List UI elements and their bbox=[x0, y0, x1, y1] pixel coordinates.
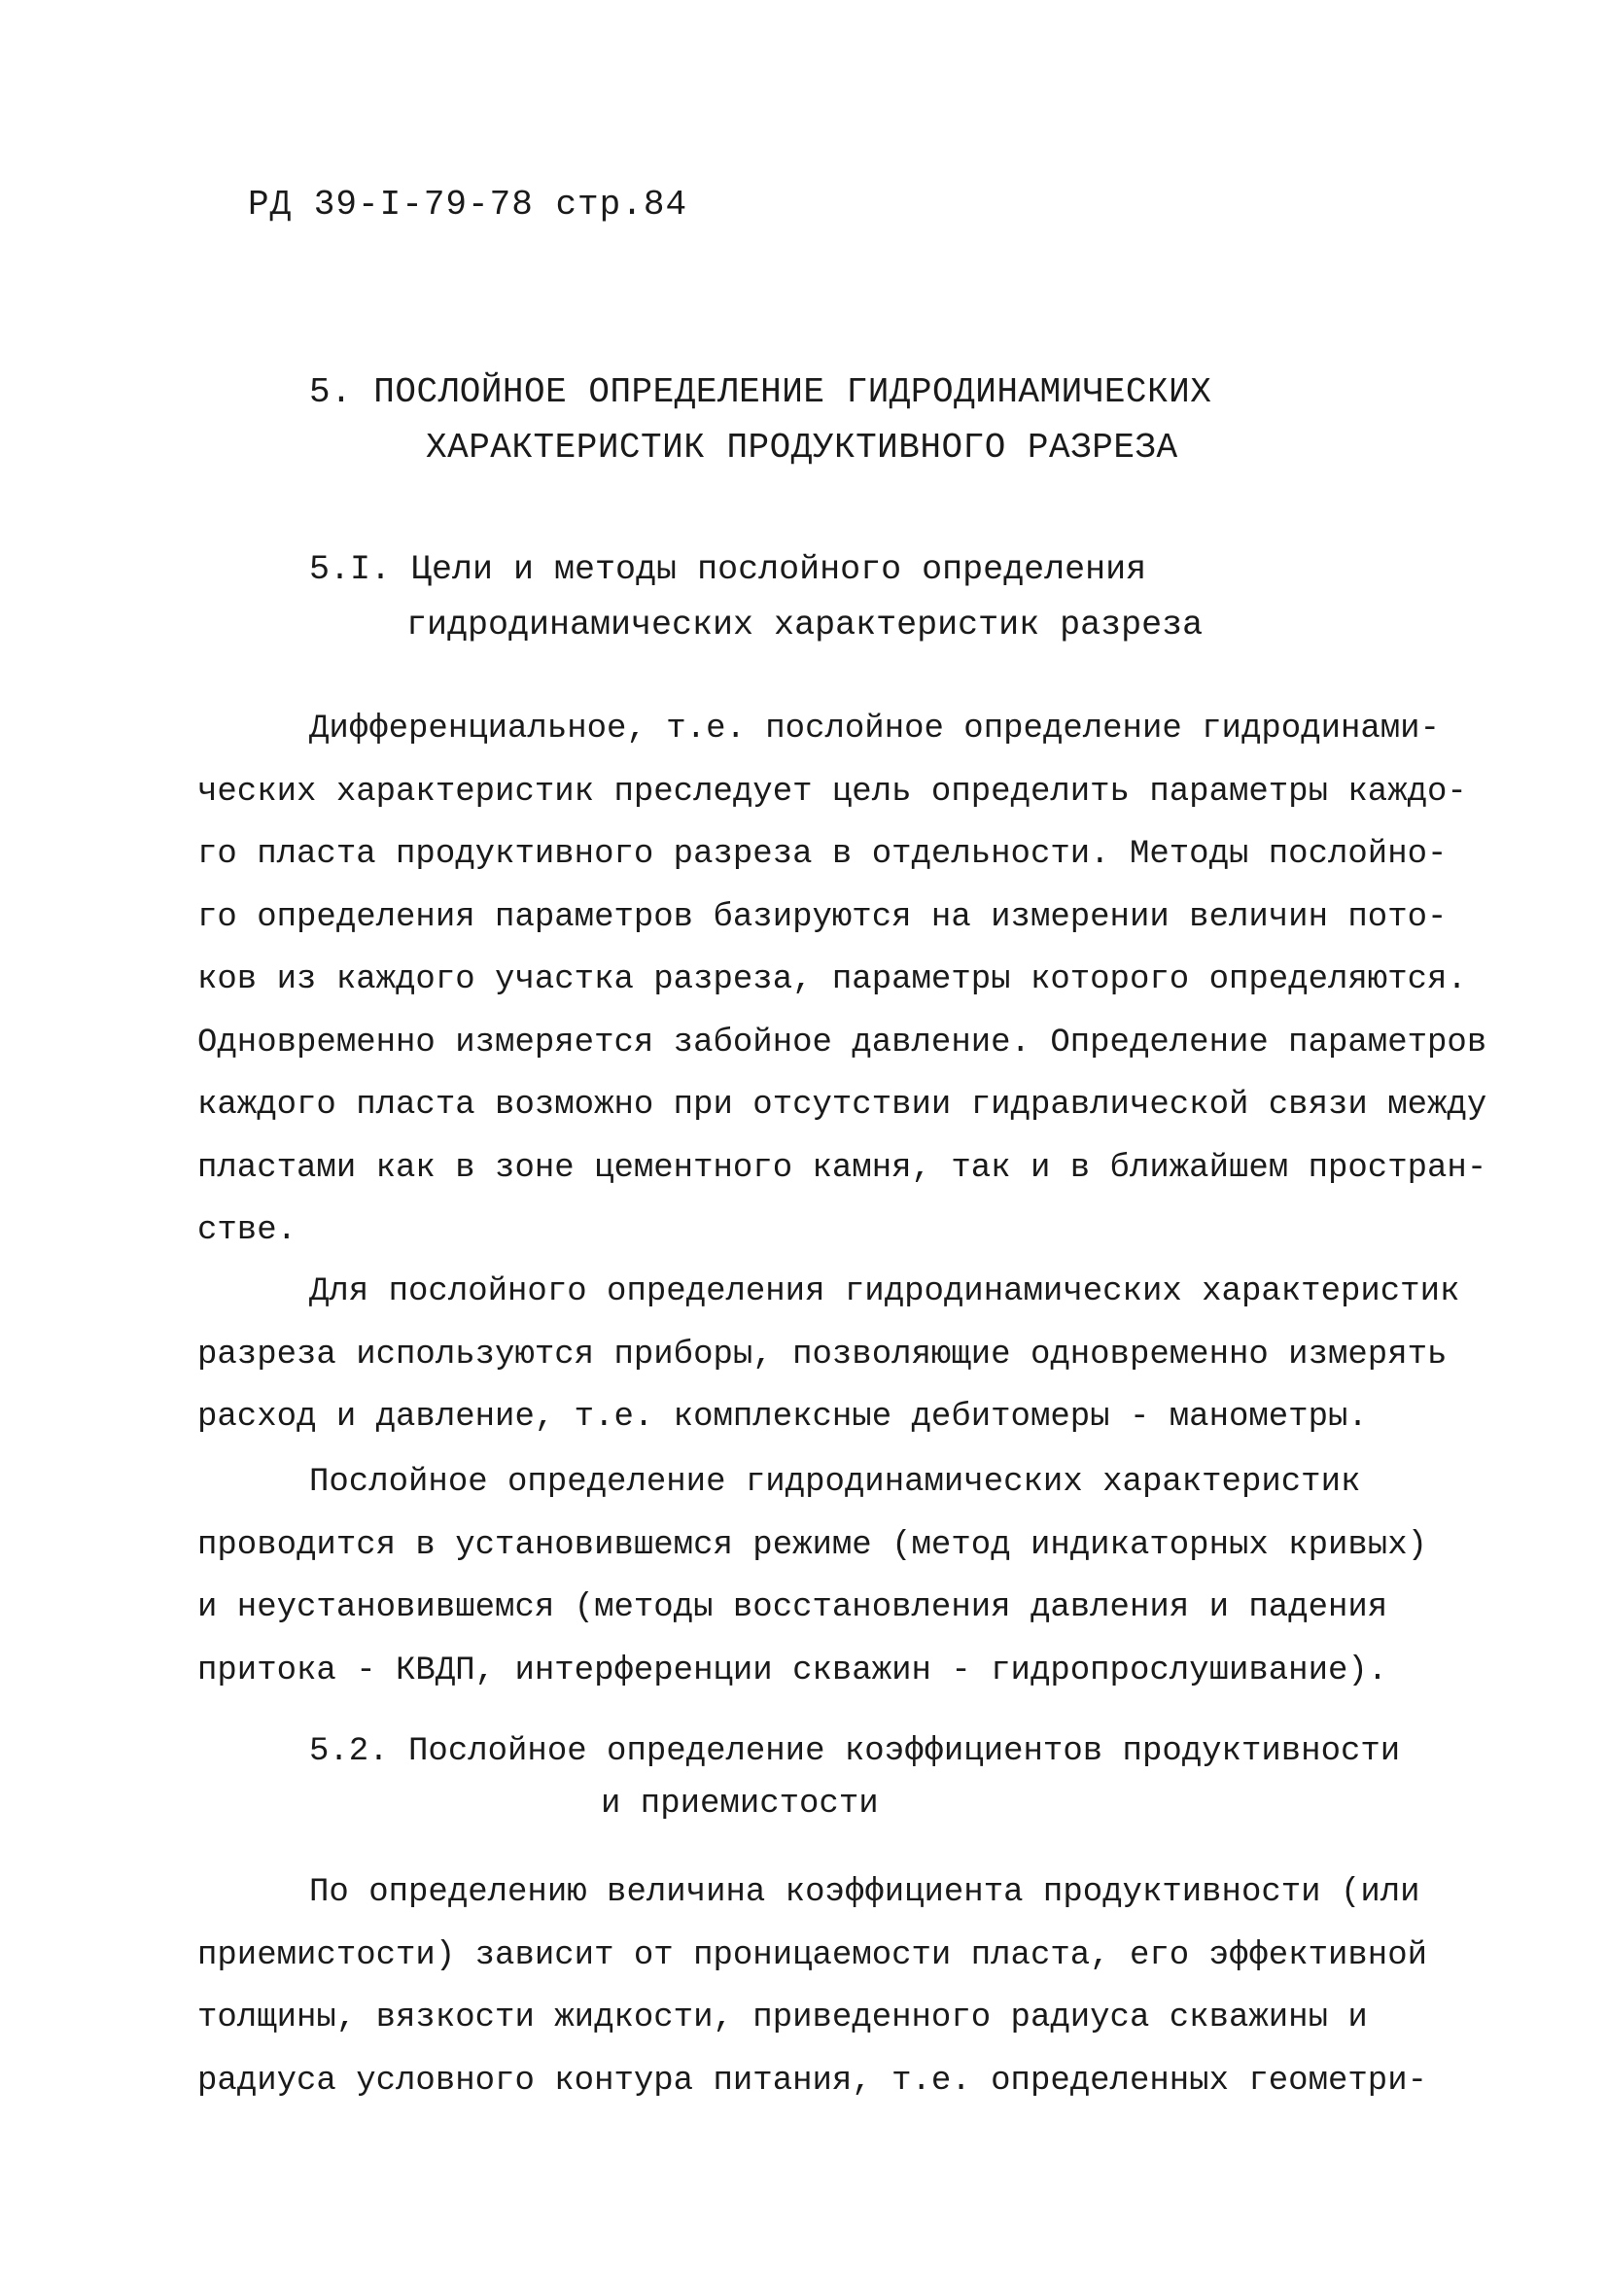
paragraph-line: го определения параметров базируются на измерении величин пото- bbox=[197, 898, 1448, 936]
paragraph-1 bbox=[197, 698, 1487, 1263]
paragraph-line: ков из каждого участка разреза, параметры которого определяются. bbox=[197, 961, 1467, 998]
subsection-title-5-2 bbox=[309, 1725, 1400, 1830]
paragraph-line: пластами как в зоне цементного камня, так и в ближайшем простран- bbox=[197, 1149, 1487, 1187]
section-title-line-1: 5. ПОСЛОЙНОЕ ОПРЕДЕЛЕНИЕ ГИДРОДИНАМИЧЕСКИХ bbox=[309, 372, 1212, 412]
paragraph-line: радиуса условного контура питания, т.е. определенных геометри- bbox=[197, 2062, 1428, 2100]
paragraph-line: ческих характеристик преследует цель определить параметры каждо- bbox=[197, 773, 1467, 811]
paragraph-line: и неустановившемся (методы восстановления давления и падения bbox=[197, 1589, 1388, 1626]
subsection-title-5-1 bbox=[309, 542, 1203, 653]
section-title-line-2: ХАРАКТЕРИСТИК ПРОДУКТИВНОГО РАЗРЕЗА bbox=[426, 428, 1178, 468]
paragraph-line: расход и давление, т.е. комплексные дебитомеры - манометры. bbox=[197, 1399, 1368, 1436]
paragraph-3 bbox=[197, 1451, 1471, 1702]
paragraph-line: притока - КВДП, интерференции скважин - гидропрослушивание). bbox=[197, 1652, 1388, 1689]
paragraph-line: толщины, вязкости жидкости, приведенного радиуса скважины и bbox=[197, 2000, 1368, 2036]
paragraph-line: го пласта продуктивного разреза в отдельности. Методы послойно- bbox=[197, 836, 1448, 873]
paragraph-line: стве. bbox=[197, 1212, 297, 1249]
paragraph-line: По определению величина коэффициента продуктивности (или bbox=[309, 1874, 1420, 1911]
subsection-title-5-1-line-2: гидродинамических характеристик разреза bbox=[406, 606, 1204, 644]
paragraph-line: Дифференциальное, т.е. послойное определение гидродинами- bbox=[309, 711, 1440, 748]
paragraph-line: приемистости) зависит от проницаемости пласта, его эффективной bbox=[197, 1936, 1428, 1974]
page-header: РД 39-I-79-78 стр.84 bbox=[248, 185, 688, 225]
paragraph-line: Послойное определение гидродинамических характеристик bbox=[309, 1464, 1361, 1501]
paragraph-line: разреза используются приборы, позволяющие одновременно измерять bbox=[197, 1336, 1448, 1374]
subsection-title-5-2-line-1: 5.2. Послойное определение коэффициентов продуктивности bbox=[309, 1733, 1401, 1770]
paragraph-line: Для послойного определения гидродинамических характеристик bbox=[309, 1273, 1460, 1310]
paragraph-line: Одновременно измеряется забойное давление. Определение параметров bbox=[197, 1024, 1487, 1061]
paragraph-line: каждого пласта возможно при отсутствии гидравлической связи между bbox=[197, 1087, 1487, 1124]
section-title bbox=[309, 365, 1211, 475]
paragraph-2 bbox=[197, 1261, 1471, 1449]
subsection-title-5-2-line-2: и приемистости bbox=[601, 1786, 879, 1823]
subsection-title-5-1-line-1: 5.I. Цели и методы послойного определения bbox=[309, 550, 1147, 589]
paragraph-4 bbox=[197, 1861, 1471, 2112]
paragraph-line: проводится в установившемся режиме (метод индикаторных кривых) bbox=[197, 1526, 1428, 1564]
